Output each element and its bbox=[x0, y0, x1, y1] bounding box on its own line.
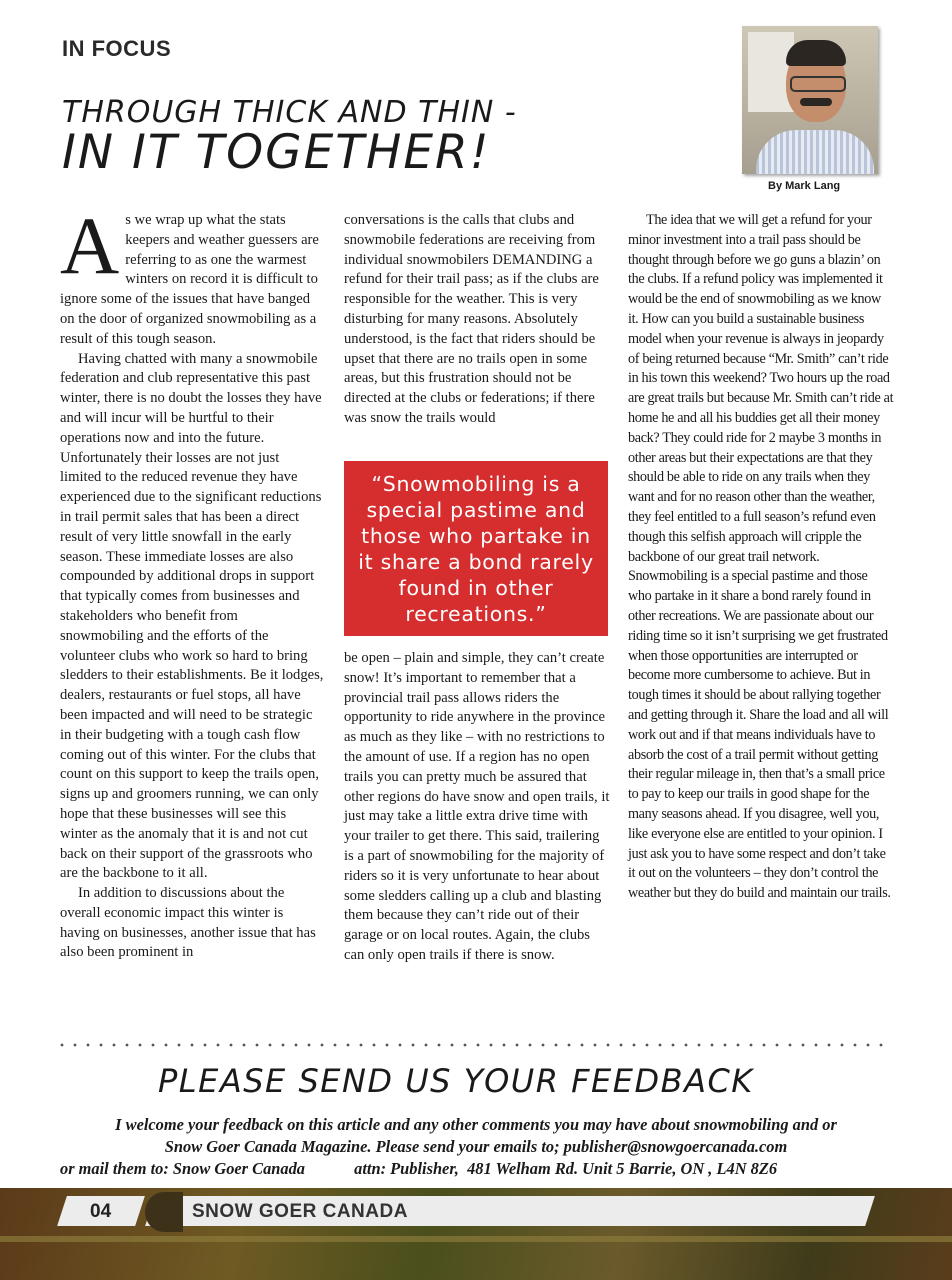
dotted-divider bbox=[60, 1043, 890, 1051]
article-headline bbox=[62, 96, 517, 178]
page-number: 04 bbox=[90, 1201, 112, 1222]
feedback-line-3: or mail them to: Snow Goer Canada attn: Publisher, 481 Welham Rd. Unit 5 Barrie, ON , L4N 8Z6 bbox=[60, 1159, 778, 1178]
headline-line-2: IN IT TOGETHER! bbox=[62, 125, 491, 180]
feedback-text bbox=[40, 1114, 912, 1180]
paragraph: In addition to discussions about the overall economic impact this winter is having on businesses, another issue that has also been prominent in bbox=[60, 885, 316, 961]
byline: By Mark Lang bbox=[768, 180, 841, 192]
feedback-title: PLEASE SEND US YOUR FEEDBACK bbox=[158, 1062, 754, 1100]
article-column-2-bottom bbox=[344, 649, 610, 966]
paragraph: be open – plain and simple, they can’t create snow! It’s important to remember that a provincial trail pass allows riders the opportunity to ride anywhere in the province as much as they like – with no restrictions to the amount of use. If a region has no open trails you can pretty much be assured that other regions do have snow and open trails, it just may take a little extra drive time with your trailer to get there. This said, trailering is a part of snowmobiling for the majority of riders so it is very unfortunate to hear about some sledders calling up a club and blasting them because they can’t ride out of their garage or on local routes. Again, the clubs can only open trails if there is snow. bbox=[344, 650, 610, 963]
article-column-2-top bbox=[344, 211, 610, 429]
paragraph: The idea that we will get a refund for your minor investment into a trail pass should be thought through before we go guns a blazin’ on the clubs. If a refund policy was implemented it would be the end of snowmobiling as we know it. How can you build a sustainable business model when your revenue is always in jeopardy of being returned because “Mr. Smith” can’t ride in his town this weekend? Two hours up the road are great trails but because Mr. Smith can’t ride at home he and all his buddies get all their money back? They could ride for 2 maybe 3 months in other areas but their expectations are that they should be able to ride on any trails when they want and for no reason other than the weather, they feel entitled to a full season’s refund even though this selfish approach will cripple the backbone of our great trail network. Snowmobiling is a special pastime and those who partake in it share a bond rarely found in other recreations. We are passionate about our riding time so it isn’t surprising we get frustrated when those opportunities are interrupted or become more cumbersome to achieve. But in tough times it should be about rallying together and getting through it. Share the load and all will work out and if that means individuals have to absorb the cost of a trail permit without getting their regular mileage in, then that’s a small price to pay to keep our trails in good shape for the many seasons ahead. If you disagree, well you, like everyone else are entitled to your opinion. I just ask you to have some respect and don’t take it out on the volunteers – they don’t control the weather but they do build and maintain our trails. bbox=[628, 212, 894, 902]
headline-line-1: THROUGH THICK AND THIN - bbox=[62, 95, 517, 130]
pull-quote-text: “Snowmobiling is a special pastime and those who partake in it share a bond rarely found in other recreations.” bbox=[358, 471, 594, 626]
pull-quote bbox=[344, 461, 608, 636]
magazine-name: SNOW GOER CANADA bbox=[192, 1201, 408, 1222]
feedback-line-1: I welcome your feedback on this article and any other comments you may have about snowmobiling and or bbox=[115, 1115, 837, 1134]
article-column-3 bbox=[628, 211, 894, 904]
article-column-1 bbox=[60, 200, 324, 963]
paragraph: Having chatted with many a snowmobile federation and club representative this past winter, there is no doubt the losses they have and will incur will be hurtful to their operations now and into the future. Unfortunately their losses are not just limited to the reduced revenue they have experienced due to the significant reductions in trail permit sales that has been a direct result of very little snowfall in the early season. These immediate losses are also compounded by additional drops in support that typically comes from businesses and stakeholders who benefit from snowmobiling and the efforts of the volunteer clubs who work so hard to bring sledders to their establishments. Be it lodges, dealers, restaurants or fuel stops, all have been impacted and will need to be strategic in their budgeting with a tough cash flow coming out of this winter. For the clubs that count on this support to keep the trails open, signs up and groomers running, we can only hope that these businesses will see this winter as the anomaly that it is and not cut back on their support of the grassroots who are the backbone to it all. bbox=[60, 350, 324, 882]
paragraph: conversations is the calls that clubs and snowmobile federations are receiving from individual snowmobilers DEMANDING a refund for their trail pass; as if the clubs are responsible for the weather. This is very disturbing for many reasons. Absolutely understood, is the fact that riders should be upset that there are no trails open in some areas, but this frustration should not be directed at the clubs or federations; if there was snow the trails would bbox=[344, 212, 599, 426]
paragraph-intro bbox=[60, 200, 324, 350]
drop-cap: A bbox=[60, 200, 120, 291]
author-photo bbox=[742, 26, 878, 174]
intro-text: s we wrap up what the stats keepers and weather guessers are referring to as one the warmest winters on record it is difficult to ignore some of the issues that have banged on the door of organized snowmobiling as a result of this tough season. bbox=[60, 212, 319, 347]
page-footer bbox=[0, 1188, 952, 1280]
section-label: IN FOCUS bbox=[62, 36, 172, 61]
feedback-line-2: Snow Goer Canada Magazine. Please send your emails to; publisher@snowgoercanada.com bbox=[164, 1137, 788, 1156]
